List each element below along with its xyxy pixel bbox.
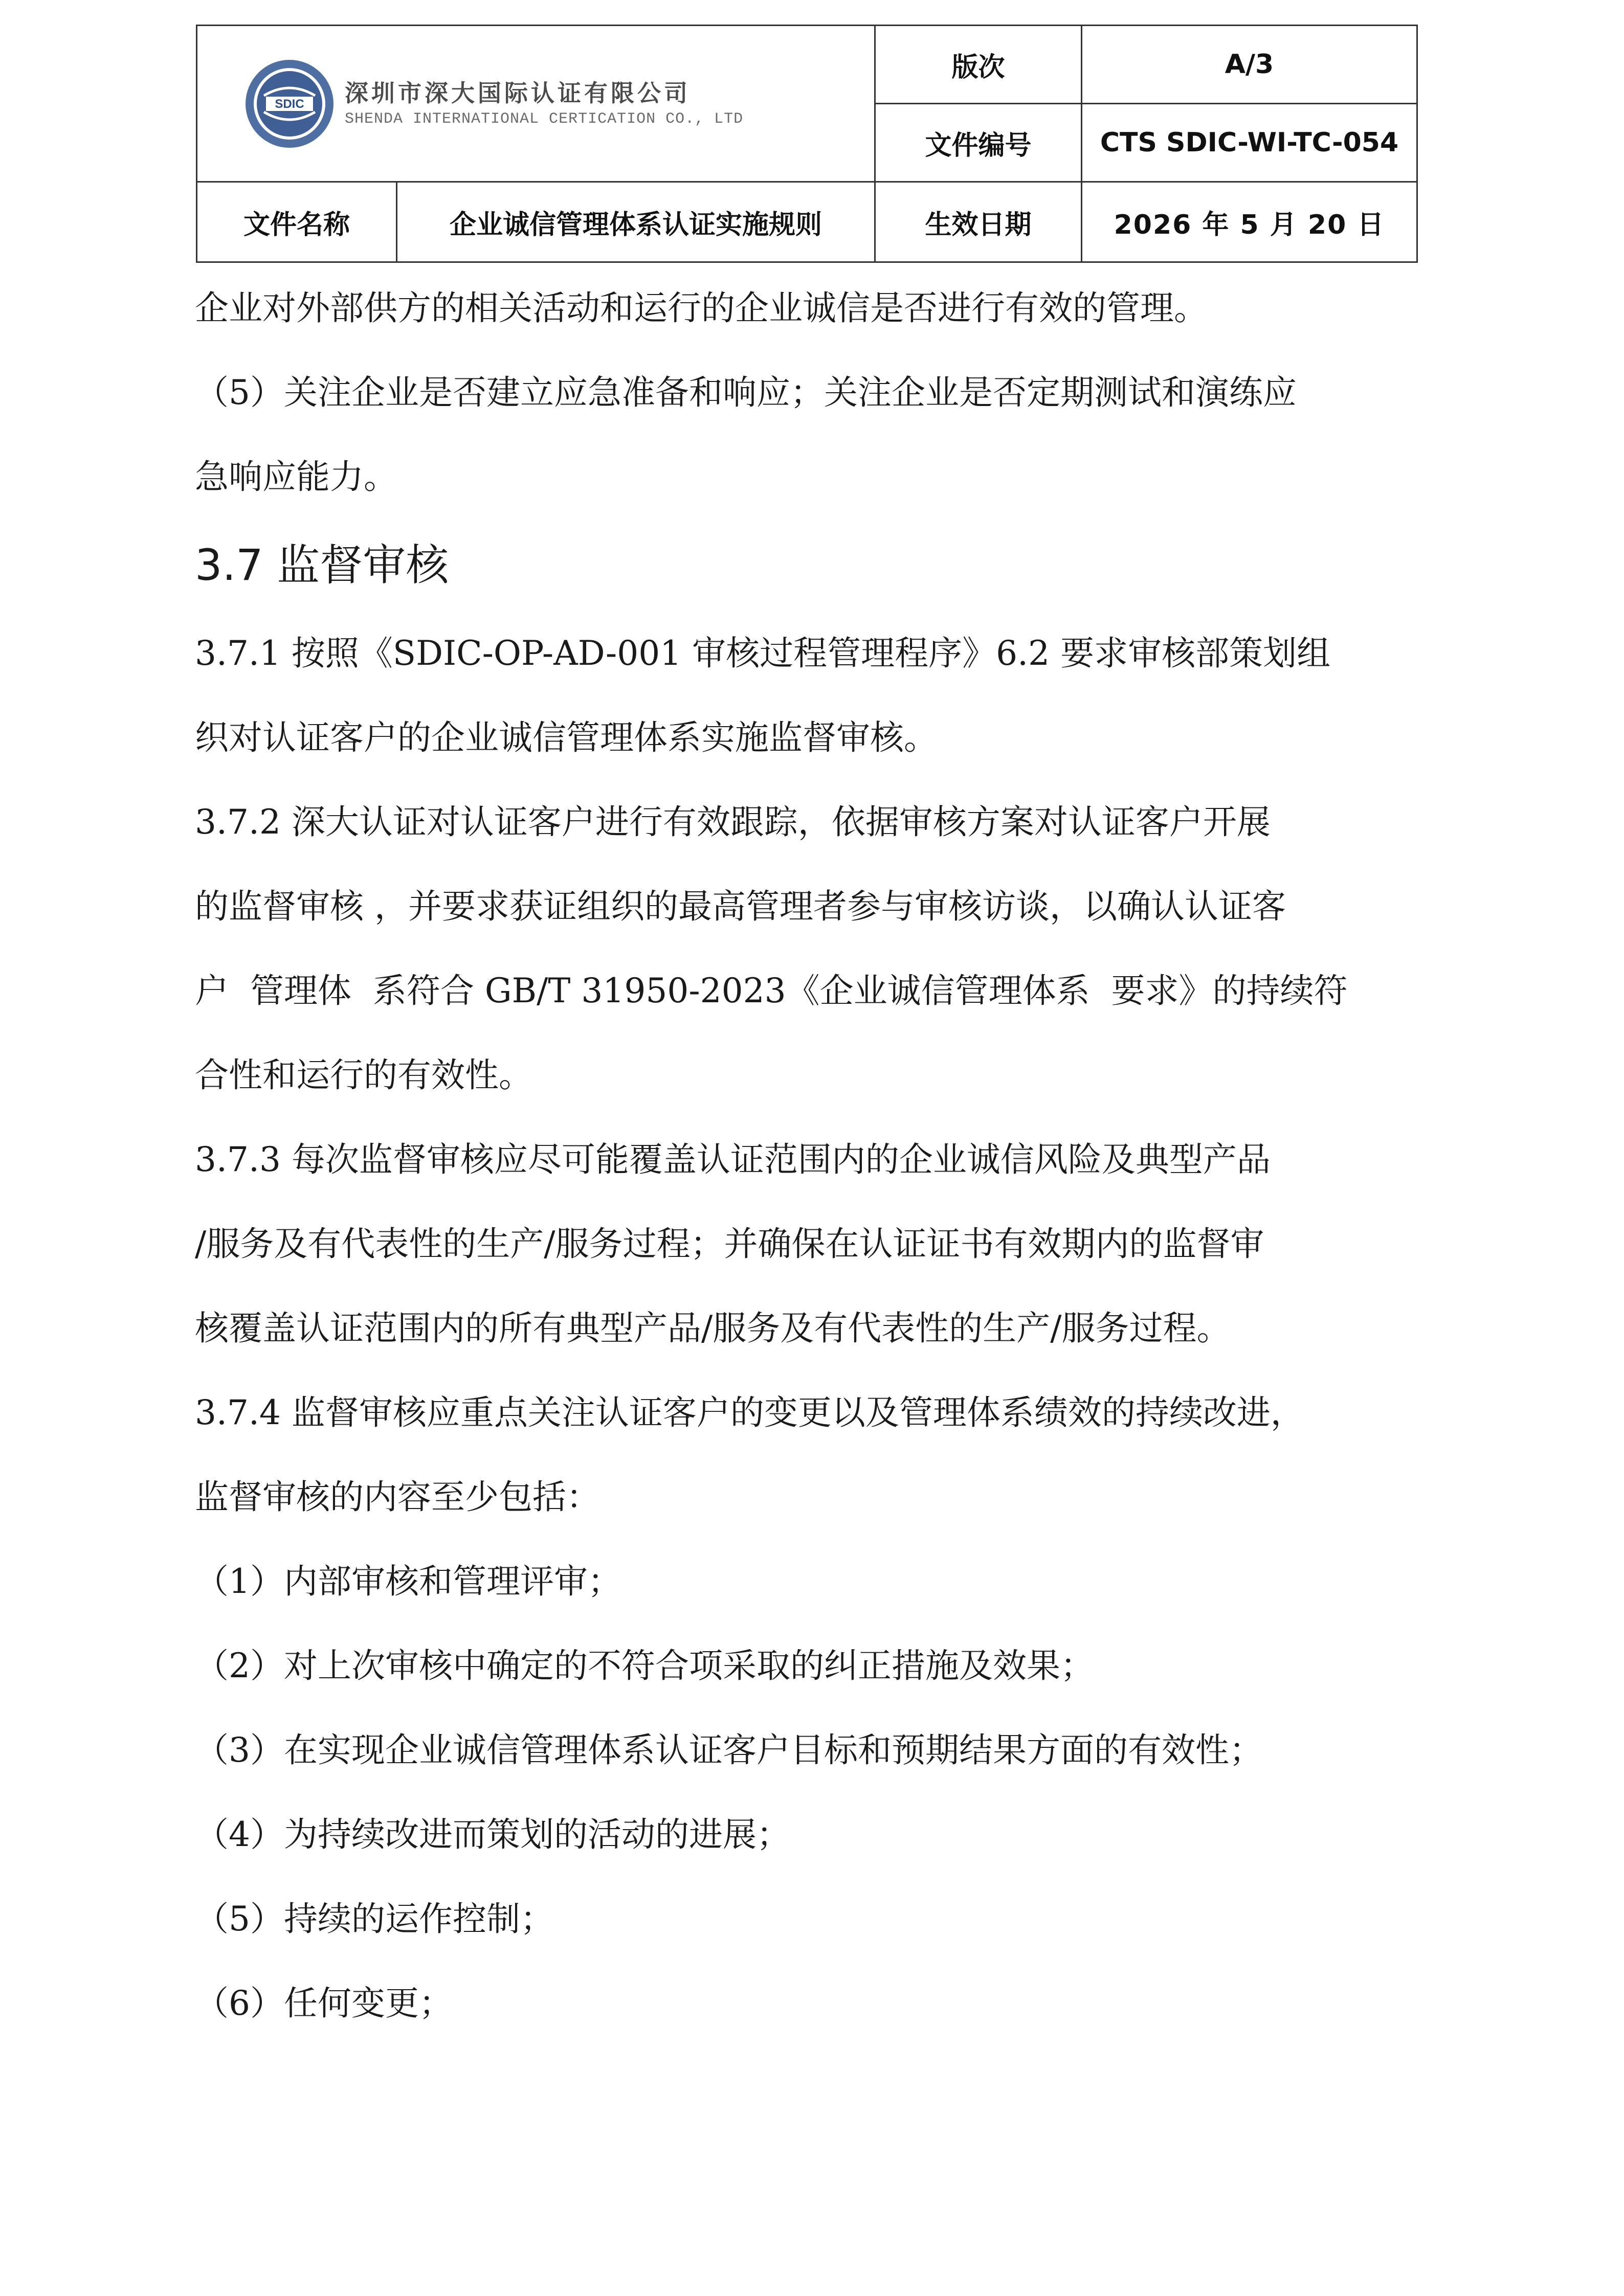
body-line: 3.7.4 监督审核应重点关注认证客户的变更以及管理体系绩效的持续改进，: [195, 1393, 1304, 1432]
logo-text: SDIC: [275, 97, 304, 111]
body-line: 核覆盖认证范围内的所有典型产品/服务及有代表性的生产/服务过程。: [195, 1309, 1231, 1348]
body-line: 3.7.1 按照《SDIC-OP-AD-001 审核过程管理程序》6.2 要求审核部策划组: [195, 634, 1331, 673]
list-item: （6）任何变更；: [195, 1984, 453, 2023]
list-item: （3）在实现企业诚信管理体系认证客户目标和预期结果方面的有效性；: [195, 1730, 1263, 1770]
body-line: 合性和运行的有效性。: [195, 1055, 532, 1095]
company-logo-cell: [197, 26, 875, 182]
document-header-table: [196, 25, 1418, 263]
body-line: 的监督审核 ，并要求获证组织的最高管理者参与审核访谈，以确认认证客: [195, 887, 1286, 926]
section-heading: 3.7 监督审核: [195, 540, 449, 590]
list-item: （5）持续的运作控制；: [195, 1899, 554, 1939]
body-line: 急响应能力。: [195, 457, 397, 497]
body-line: （5）关注企业是否建立应急准备和响应；关注企业是否定期测试和演练应: [195, 373, 1297, 412]
effective-date-label: 生效日期: [875, 182, 1082, 262]
company-name-en: SHENDA INTERNATIONAL CERTICATION CO., LTD: [345, 110, 744, 128]
body-line: 企业对外部供方的相关活动和运行的企业诚信是否进行有效的管理。: [195, 288, 1208, 328]
doc-number-label: 文件编号: [875, 104, 1082, 182]
body-line: 户 管理体 系符合 GB/T 31950-2023《企业诚信管理体系 要求》的持续符: [195, 971, 1348, 1010]
doc-number-value: CTS SDIC-WI-TC-054: [1082, 104, 1417, 182]
body-line: 监督审核的内容至少包括：: [195, 1477, 600, 1517]
body-line: /服务及有代表性的生产/服务过程；并确保在认证证书有效期内的监督审: [195, 1224, 1264, 1264]
version-label: 版次: [875, 26, 1082, 104]
document-body: [195, 266, 1433, 2045]
body-line: 3.7.2 深大认证对认证客户进行有效跟踪，依据审核方案对认证客户开展: [195, 802, 1271, 842]
version-value: A/3: [1082, 26, 1417, 104]
effective-date-value: 2026 年 5 月 20 日: [1082, 182, 1417, 262]
doc-name-label: 文件名称: [197, 182, 397, 262]
company-name-cn: 深圳市深大国际认证有限公司: [345, 79, 691, 107]
company-logo-icon: [243, 58, 336, 150]
body-line: 织对认证客户的企业诚信管理体系实施监督审核。: [195, 718, 938, 757]
body-line: 3.7.3 每次监督审核应尽可能覆盖认证范围内的企业诚信风险及典型产品: [195, 1140, 1271, 1179]
doc-name-value: 企业诚信管理体系认证实施规则: [397, 182, 875, 262]
list-item: （4）为持续改进而策划的活动的进展；: [195, 1815, 790, 1854]
list-item: （1）内部审核和管理评审；: [195, 1562, 621, 1601]
list-item: （2）对上次审核中确定的不符合项采取的纠正措施及效果；: [195, 1646, 1094, 1685]
